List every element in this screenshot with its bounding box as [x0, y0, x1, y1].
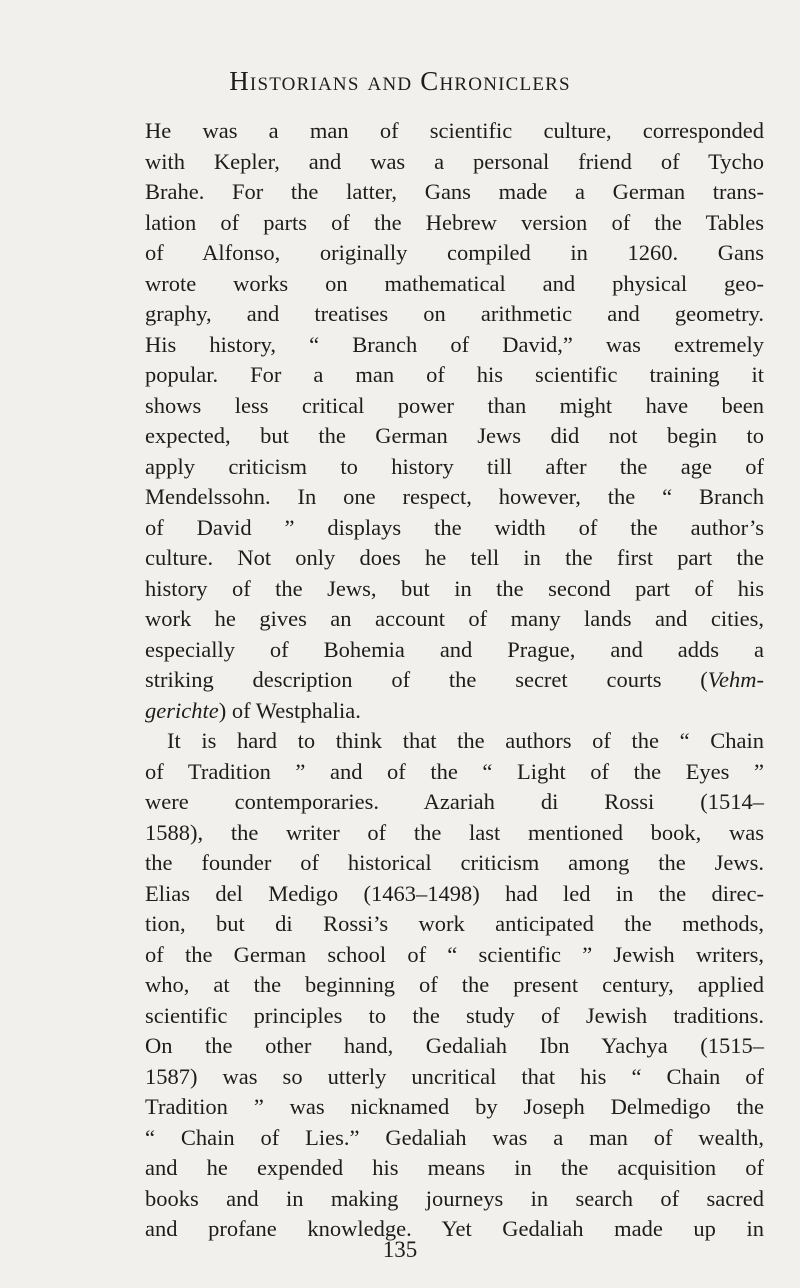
paragraph-first-line: It is hard to think that the authors of the “ Chain	[167, 728, 764, 753]
text-line: expected, but the German Jews did not begin to	[145, 423, 764, 448]
text-line: tion, but di Rossi’s work anticipated the methods,	[145, 911, 764, 936]
text-line: scientific principles to the study of Jewish traditions.	[145, 1002, 764, 1028]
text-line: shows less critical power than might have been	[145, 392, 764, 418]
text-line: of the German school of “ scientific ” Jewish writers,	[145, 941, 764, 967]
text-line: of Alfonso, originally compiled in 1260. Gans	[145, 240, 764, 265]
text-line: culture. Not only does he tell in the first part the	[145, 545, 764, 570]
text-line: and profane knowledge. Yet Gedaliah made up in	[145, 1216, 764, 1241]
text-line: and he expended his means in the acquisition of	[145, 1155, 764, 1180]
page-number: 135	[382, 1237, 418, 1262]
text-line: were contemporaries. Azariah di Rossi (1514–	[145, 789, 764, 814]
running-head: Historians and Chroniclers	[229, 66, 571, 96]
text-line	[145, 696, 764, 727]
text-segment: ) of Westphalia.	[218, 697, 361, 723]
text-line: of Tradition ” and of the “ Light of the Eyes ”	[145, 758, 764, 784]
text-line: apply criticism to history till after the age of	[145, 453, 764, 479]
text-line: of David ” displays the width of the author’s	[145, 514, 764, 540]
italic-term: Vehm-	[707, 667, 764, 692]
text-line: His history, “ Branch of David,” was extremely	[145, 331, 764, 357]
italic-term: gerichte	[145, 697, 219, 723]
text-line: Mendelssohn. In one respect, however, the “ Branch	[145, 484, 764, 509]
text-line: “ Chain of Lies.” Gedaliah was a man of wealth,	[145, 1124, 764, 1150]
text-line: Brahe. For the latter, Gans made a German trans-	[145, 179, 764, 204]
text-segment: striking description of the secret courts (	[145, 667, 708, 692]
text-line: who, at the beginning of the present century, applied	[145, 972, 764, 997]
text-line: 1588), the writer of the last mentioned book, was	[145, 819, 764, 845]
text-line: history of the Jews, but in the second part of his	[145, 575, 764, 601]
text-line: with Kepler, and was a personal friend of Tycho	[145, 148, 764, 174]
text-line	[145, 665, 764, 696]
text-line: popular. For a man of his scientific training it	[145, 362, 764, 387]
text-line: the founder of historical criticism among the Jews.	[145, 850, 764, 875]
text-line: graphy, and treatises on arithmetic and geometry.	[145, 301, 764, 326]
text-line: Tradition ” was nicknamed by Joseph Delmedigo the	[145, 1094, 764, 1119]
text-line: books and in making journeys in search of sacred	[145, 1185, 764, 1211]
text-line: work he gives an account of many lands and cities,	[145, 606, 764, 631]
text-line: Elias del Medigo (1463–1498) had led in the direc-	[145, 880, 764, 906]
text-line: 1587) was so utterly uncritical that his “ Chain of	[145, 1063, 764, 1089]
text-line: lation of parts of the Hebrew version of the Tables	[145, 209, 764, 235]
text-line: On the other hand, Gedaliah Ibn Yachya (1515–	[145, 1033, 764, 1058]
text-line: He was a man of scientific culture, corresponded	[145, 118, 764, 143]
body-text	[145, 116, 764, 1245]
text-line: especially of Bohemia and Prague, and adds a	[145, 636, 764, 662]
text-line: wrote works on mathematical and physical geo-	[145, 270, 764, 296]
